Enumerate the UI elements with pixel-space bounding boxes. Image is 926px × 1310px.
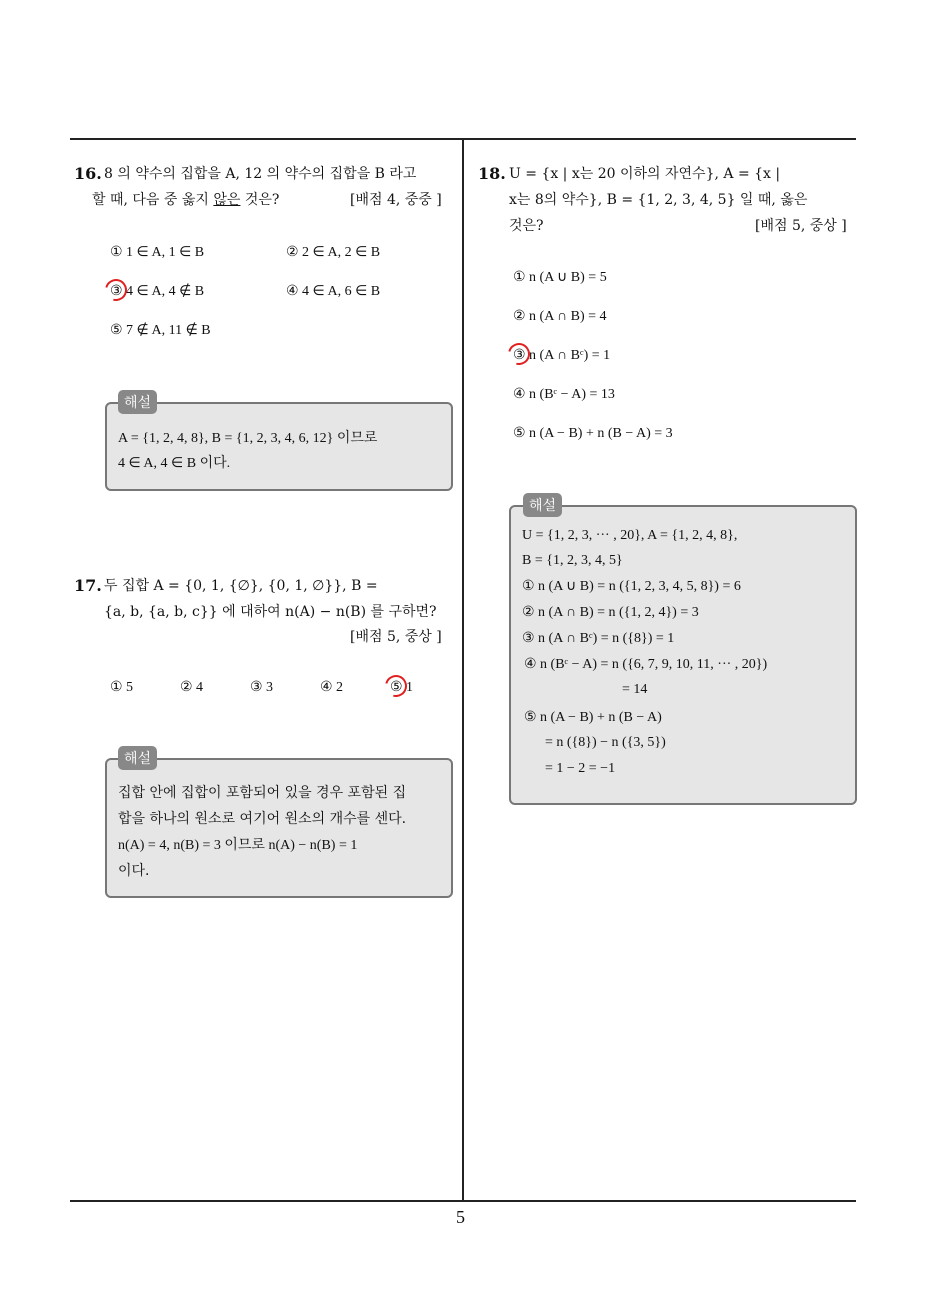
- q18-solution-line-7: = 14: [622, 682, 648, 697]
- q17-option-3[interactable]: ③ 3: [250, 680, 274, 695]
- q18-solution-line-5: ③ n (A ∩ Bᶜ) = n ({8}) = 1: [522, 631, 675, 646]
- q17-solution-line-3: n(A) = 4, n(B) = 3 이므로 n(A) − n(B) = 1: [118, 838, 358, 853]
- q17-option-1[interactable]: ① 5: [110, 680, 134, 695]
- q18-solution-line-9: = n ({8}) − n ({3, 5}): [545, 735, 666, 750]
- q16-option-2[interactable]: ② 2 ∈ A, 2 ∈ B: [286, 245, 381, 260]
- q18-answer-mark: [504, 339, 534, 369]
- q18-option-2[interactable]: ② n (A ∩ B) = 4: [513, 309, 607, 324]
- q18-solution-line-3: ① n (A ∪ B) = n ({1, 2, 3, 4, 5, 8}) = 6: [522, 579, 741, 594]
- q18-solution-line-6: ④ n (Bᶜ − A) = n ({6, 7, 9, 10, 11, ··· , 20}): [524, 657, 768, 672]
- q16-option-5[interactable]: ⑤ 7 ∉ A, 11 ∉ B: [110, 323, 211, 338]
- q18-option-3[interactable]: ③ n (A ∩ Bᶜ) = 1: [513, 348, 611, 363]
- q16-line2-pre: 할 때, 다음 중 옳지: [92, 192, 214, 208]
- q18-option-4[interactable]: ④ n (Bᶜ − A) = 13: [513, 387, 615, 402]
- q16-number: 16.: [74, 164, 102, 183]
- q16-line2-post: 것은?: [240, 192, 280, 208]
- q16-solution-line-2: 4 ∈ A, 4 ∈ B 이다.: [118, 456, 231, 471]
- q16-solution-line-1: A = {1, 2, 4, 8}, B = {1, 2, 3, 4, 6, 12} 이므로: [118, 431, 378, 446]
- q17-option-2[interactable]: ② 4: [180, 680, 204, 695]
- q16-meta: [배점 4, 중중 ]: [350, 192, 442, 208]
- q16-answer-mark: [101, 275, 131, 305]
- q17-line2: {a, b, {a, b, c}} 에 대하여 n(A) − n(B) 를 구하면?: [104, 604, 437, 620]
- q17-solution-line-4: 이다.: [118, 863, 150, 879]
- q16-option-3[interactable]: ③ 4 ∈ A, 4 ∉ B: [110, 284, 205, 299]
- q17-answer-mark: [381, 671, 414, 701]
- q17-solution-box: [105, 758, 453, 898]
- q16-solution-label: 해설: [118, 390, 157, 414]
- q18-solution-line-10: = 1 − 2 = −1: [545, 761, 616, 776]
- q17-meta: [배점 5, 중상 ]: [350, 629, 442, 645]
- q17-solution-line-2: 합을 하나의 원소로 여기어 원소의 개수를 센다.: [118, 811, 407, 827]
- q18-solution-line-8: ⑤ n (A − B) + n (B − A): [524, 710, 662, 725]
- q18-line1: U = {x | x는 20 이하의 자연수}, A = {x |: [509, 166, 781, 182]
- q17-solution-label: 해설: [118, 746, 157, 770]
- q16-line1: 8 의 약수의 집합을 A, 12 의 약수의 집합을 B 라고: [104, 166, 417, 182]
- bottom-rule: [70, 1200, 856, 1202]
- q17-option-4[interactable]: ④ 2: [320, 680, 344, 695]
- q16-underlined: 않은: [213, 192, 241, 208]
- page-number: 5: [456, 1207, 465, 1227]
- q18-solution-label: 해설: [523, 493, 562, 517]
- q18-solution-line-1: U = {1, 2, 3, ··· , 20}, A = {1, 2, 4, 8},: [522, 528, 738, 543]
- q17-number: 17.: [74, 576, 102, 595]
- q17-solution-line-1: 집합 안에 집합이 포함되어 있을 경우 포함된 집: [118, 785, 407, 801]
- column-divider: [462, 139, 464, 1201]
- q17-line1: 두 집합 A = {0, 1, {∅}, {0, 1, ∅}}, B =: [104, 578, 378, 594]
- q18-solution-line-4: ② n (A ∩ B) = n ({1, 2, 4}) = 3: [522, 605, 699, 620]
- q16-option-4[interactable]: ④ 4 ∈ A, 6 ∈ B: [286, 284, 381, 299]
- q18-option-1[interactable]: ① n (A ∪ B) = 5: [513, 270, 607, 285]
- q16-line2: [92, 187, 279, 213]
- q18-meta: [배점 5, 중상 ]: [755, 218, 847, 234]
- q18-line3: 것은?: [509, 218, 544, 234]
- q17-option-5[interactable]: ⑤ 1: [390, 680, 414, 695]
- q18-option-5[interactable]: ⑤ n (A − B) + n (B − A) = 3: [513, 426, 673, 441]
- q18-solution-box: [509, 505, 857, 805]
- q18-number: 18.: [478, 164, 506, 183]
- q18-line2: x는 8의 약수}, B = {1, 2, 3, 4, 5} 일 때, 옳은: [509, 192, 808, 208]
- q16-option-1[interactable]: ① 1 ∈ A, 1 ∈ B: [110, 245, 205, 260]
- q18-solution-line-2: B = {1, 2, 3, 4, 5}: [522, 553, 623, 568]
